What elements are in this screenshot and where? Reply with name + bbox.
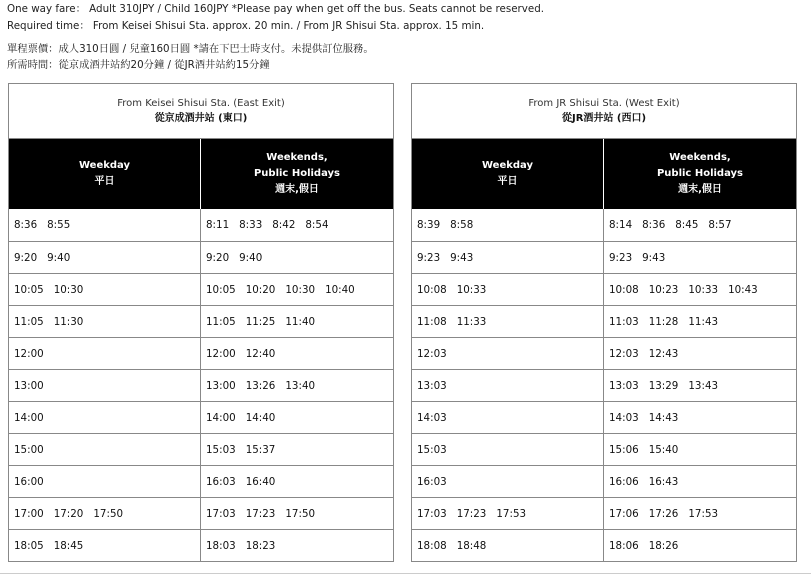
table-row xyxy=(412,433,796,465)
weekday-column-header xyxy=(412,139,604,209)
departure-time: 16:00 xyxy=(14,475,44,488)
departure-time: 9:43 xyxy=(642,251,666,264)
weekday-times-cell xyxy=(9,370,201,401)
departure-time: 15:03 xyxy=(417,443,447,456)
departure-time: 14:40 xyxy=(245,411,276,424)
weekday-label-en: Weekday xyxy=(481,160,533,171)
table-row xyxy=(9,241,393,273)
departure-time: 13:03 xyxy=(609,379,639,392)
weekday-times-cell xyxy=(412,370,604,401)
departure-time: 10:05 xyxy=(14,283,44,296)
required-time-zh: 所需時間：從京成酒井站約20分鐘 / 從JR酒井站約15分鐘 xyxy=(7,59,270,71)
station-title-zh: 從京成酒井站 (東口) xyxy=(154,113,248,124)
departure-time: 15:37 xyxy=(245,443,276,456)
departure-time: 10:30 xyxy=(53,283,84,296)
weekday-times-cell xyxy=(9,466,201,497)
weekend-times-cell xyxy=(604,370,796,401)
table-row xyxy=(412,465,796,497)
departure-time: 10:30 xyxy=(285,283,316,296)
departure-time: 8:39 xyxy=(417,219,441,231)
departure-time: 12:00 xyxy=(14,347,44,360)
table-row xyxy=(9,305,393,337)
weekend-times-cell xyxy=(604,466,796,497)
weekend-column-header xyxy=(604,139,796,209)
departure-time: 17:50 xyxy=(93,507,124,520)
weekend-times-cell xyxy=(604,498,796,529)
departure-time: 17:53 xyxy=(688,507,719,520)
table-row xyxy=(412,305,796,337)
weekend-times-cell xyxy=(201,530,393,561)
table-row xyxy=(9,337,393,369)
weekday-times-cell xyxy=(9,498,201,529)
departure-time: 13:40 xyxy=(285,379,316,392)
weekend-label-en-2: Public Holidays xyxy=(656,168,744,179)
departure-time: 12:40 xyxy=(245,347,276,360)
weekend-times-cell xyxy=(201,274,393,305)
departure-time: 11:33 xyxy=(456,315,487,328)
departure-time: 16:03 xyxy=(206,475,236,488)
departure-time: 13:00 xyxy=(14,379,44,392)
weekday-times-cell xyxy=(9,274,201,305)
weekday-times-cell xyxy=(9,306,201,337)
departure-time: 11:28 xyxy=(648,315,679,328)
table-row xyxy=(9,401,393,433)
timetable-header xyxy=(412,84,796,139)
departure-time: 18:03 xyxy=(206,539,236,552)
departure-time: 8:14 xyxy=(609,219,633,231)
table-row xyxy=(9,273,393,305)
weekday-times-cell xyxy=(412,530,604,561)
departure-time: 15:06 xyxy=(609,443,639,456)
departure-time: 17:50 xyxy=(285,507,316,520)
departure-time: 8:45 xyxy=(675,219,699,231)
departure-time: 8:42 xyxy=(272,219,296,231)
departure-time: 10:20 xyxy=(245,283,276,296)
departure-time: 17:00 xyxy=(14,507,44,520)
divider xyxy=(0,573,811,574)
departure-time: 9:40 xyxy=(239,251,263,264)
station-title-en: From JR Shisui Sta. (West Exit) xyxy=(528,98,680,109)
departure-time: 8:58 xyxy=(450,219,474,231)
table-row xyxy=(412,529,796,561)
table-row xyxy=(412,369,796,401)
departure-time: 17:03 xyxy=(417,507,447,520)
table-row xyxy=(9,529,393,561)
departure-time: 8:11 xyxy=(206,219,230,231)
table-row xyxy=(412,401,796,433)
weekend-label-zh: 週末,假日 xyxy=(275,184,319,195)
departure-time: 13:29 xyxy=(648,379,679,392)
departure-time: 18:45 xyxy=(53,539,84,552)
weekday-times-cell xyxy=(9,434,201,465)
departure-time: 13:43 xyxy=(688,379,719,392)
table-row xyxy=(412,337,796,369)
departure-time: 17:03 xyxy=(206,507,236,520)
weekday-times-cell xyxy=(9,402,201,433)
departure-time: 9:20 xyxy=(14,251,38,264)
departure-time: 17:06 xyxy=(609,507,639,520)
departure-time: 17:23 xyxy=(245,507,276,520)
departure-time: 11:25 xyxy=(245,315,276,328)
departure-time: 8:57 xyxy=(708,219,732,231)
weekend-label-en-1: Weekends, xyxy=(266,152,328,163)
weekday-label-zh: 平日 xyxy=(94,176,115,187)
fare-info-zh: 單程票價：成人310日圓 / 兒童160日圓 *請在下巴士時支付。未提供訂位服務。 xyxy=(7,43,374,55)
table-row xyxy=(9,209,393,241)
weekday-times-cell xyxy=(412,242,604,273)
table-row xyxy=(9,369,393,401)
departure-time: 17:23 xyxy=(456,507,487,520)
weekend-label-en-2: Public Holidays xyxy=(253,168,341,179)
weekday-times-cell xyxy=(9,530,201,561)
departure-time: 10:33 xyxy=(688,283,719,296)
weekend-times-cell xyxy=(201,466,393,497)
weekend-times-cell xyxy=(201,402,393,433)
weekday-times-cell xyxy=(9,338,201,369)
table-row xyxy=(412,497,796,529)
table-row xyxy=(412,241,796,273)
weekday-times-cell xyxy=(412,466,604,497)
departure-time: 11:03 xyxy=(609,315,639,328)
departure-time: 10:43 xyxy=(728,283,758,296)
departure-time: 10:40 xyxy=(325,283,355,296)
table-row xyxy=(412,209,796,241)
departure-time: 8:33 xyxy=(239,219,263,231)
table-row xyxy=(9,465,393,497)
departure-time: 15:40 xyxy=(648,443,679,456)
weekend-times-cell xyxy=(201,338,393,369)
weekend-label-en-1: Weekends, xyxy=(669,152,731,163)
weekend-times-cell xyxy=(201,434,393,465)
departure-time: 17:20 xyxy=(53,507,84,520)
departure-time: 10:05 xyxy=(206,283,236,296)
departure-time: 11:05 xyxy=(14,315,44,328)
departure-time: 11:08 xyxy=(417,315,447,328)
weekend-times-cell xyxy=(604,242,796,273)
departure-time: 9:23 xyxy=(609,251,633,264)
timetable-jr xyxy=(411,83,797,562)
weekend-times-cell xyxy=(604,434,796,465)
weekday-times-cell xyxy=(9,209,201,241)
departure-time: 8:36 xyxy=(642,219,666,231)
departure-time: 14:00 xyxy=(206,411,236,424)
weekday-times-cell xyxy=(412,274,604,305)
weekend-times-cell xyxy=(201,370,393,401)
weekend-column-header xyxy=(201,139,393,209)
departure-time: 18:23 xyxy=(245,539,276,552)
departure-time: 9:23 xyxy=(417,251,441,264)
departure-time: 13:00 xyxy=(206,379,236,392)
departure-time: 11:43 xyxy=(688,315,719,328)
fare-info-en: One way fare： Adult 310JPY / Child 160JPY *Please pay when get off the bus. Seats cannot be reserved. xyxy=(7,3,545,15)
weekday-times-cell xyxy=(412,209,604,241)
departure-time: 15:03 xyxy=(206,443,236,456)
departure-time: 9:40 xyxy=(47,251,71,264)
weekend-times-cell xyxy=(604,274,796,305)
departure-time: 11:30 xyxy=(53,315,84,328)
weekend-times-cell xyxy=(604,306,796,337)
weekend-times-cell xyxy=(201,306,393,337)
departure-time: 10:08 xyxy=(417,283,447,296)
column-headers xyxy=(9,139,393,209)
departure-time: 13:03 xyxy=(417,379,447,392)
weekday-times-cell xyxy=(412,306,604,337)
table-row xyxy=(9,497,393,529)
weekday-label-zh: 平日 xyxy=(497,176,518,187)
table-row xyxy=(9,433,393,465)
departure-time: 12:43 xyxy=(648,347,679,360)
departure-time: 17:26 xyxy=(648,507,679,520)
timetable-keisei xyxy=(8,83,394,562)
departure-time: 16:03 xyxy=(417,475,447,488)
departure-time: 9:20 xyxy=(206,251,230,264)
weekend-label-zh: 週末,假日 xyxy=(678,184,722,195)
departure-time: 16:40 xyxy=(245,475,276,488)
departure-time: 10:08 xyxy=(609,283,639,296)
departure-time: 12:03 xyxy=(609,347,639,360)
departure-time: 14:00 xyxy=(14,411,44,424)
departure-time: 13:26 xyxy=(245,379,276,392)
departure-time: 15:00 xyxy=(14,443,44,456)
departure-time: 14:03 xyxy=(417,411,447,424)
departure-time: 14:03 xyxy=(609,411,639,424)
weekend-times-cell xyxy=(604,530,796,561)
departure-time: 17:53 xyxy=(496,507,527,520)
weekday-times-cell xyxy=(412,498,604,529)
weekday-column-header xyxy=(9,139,201,209)
departure-time: 18:06 xyxy=(609,539,639,552)
weekday-times-cell xyxy=(9,242,201,273)
weekday-times-cell xyxy=(412,402,604,433)
departure-time: 8:54 xyxy=(305,219,329,231)
departure-time: 8:36 xyxy=(14,219,38,231)
weekend-times-cell xyxy=(201,498,393,529)
departure-time: 10:23 xyxy=(648,283,679,296)
departure-time: 9:43 xyxy=(450,251,474,264)
weekend-times-cell xyxy=(201,242,393,273)
required-time-en: Required time： From Keisei Shisui Sta. approx. 20 min. / From JR Shisui Sta. approx. 15 min. xyxy=(7,20,485,32)
departure-time: 8:55 xyxy=(47,219,71,231)
departure-time: 11:05 xyxy=(206,315,236,328)
table-row xyxy=(412,273,796,305)
weekday-label-en: Weekday xyxy=(78,160,130,171)
departure-time: 18:05 xyxy=(14,539,44,552)
departure-time: 18:48 xyxy=(456,539,487,552)
weekday-times-cell xyxy=(412,338,604,369)
weekend-times-cell xyxy=(201,209,393,241)
departure-time: 16:43 xyxy=(648,475,679,488)
departure-time: 14:43 xyxy=(648,411,679,424)
departure-time: 16:06 xyxy=(609,475,639,488)
column-headers xyxy=(412,139,796,209)
station-title-zh: 從JR酒井站 (西口) xyxy=(561,113,647,124)
departure-time: 18:08 xyxy=(417,539,447,552)
weekday-times-cell xyxy=(412,434,604,465)
timetable-rows xyxy=(412,209,796,561)
weekend-times-cell xyxy=(604,338,796,369)
departure-time: 18:26 xyxy=(648,539,679,552)
weekend-times-cell xyxy=(604,209,796,241)
departure-time: 12:03 xyxy=(417,347,447,360)
timetable-header xyxy=(9,84,393,139)
station-title-en: From Keisei Shisui Sta. (East Exit) xyxy=(117,98,285,109)
departure-time: 11:40 xyxy=(285,315,316,328)
timetable-rows xyxy=(9,209,393,561)
departure-time: 12:00 xyxy=(206,347,236,360)
departure-time: 10:33 xyxy=(456,283,487,296)
weekend-times-cell xyxy=(604,402,796,433)
